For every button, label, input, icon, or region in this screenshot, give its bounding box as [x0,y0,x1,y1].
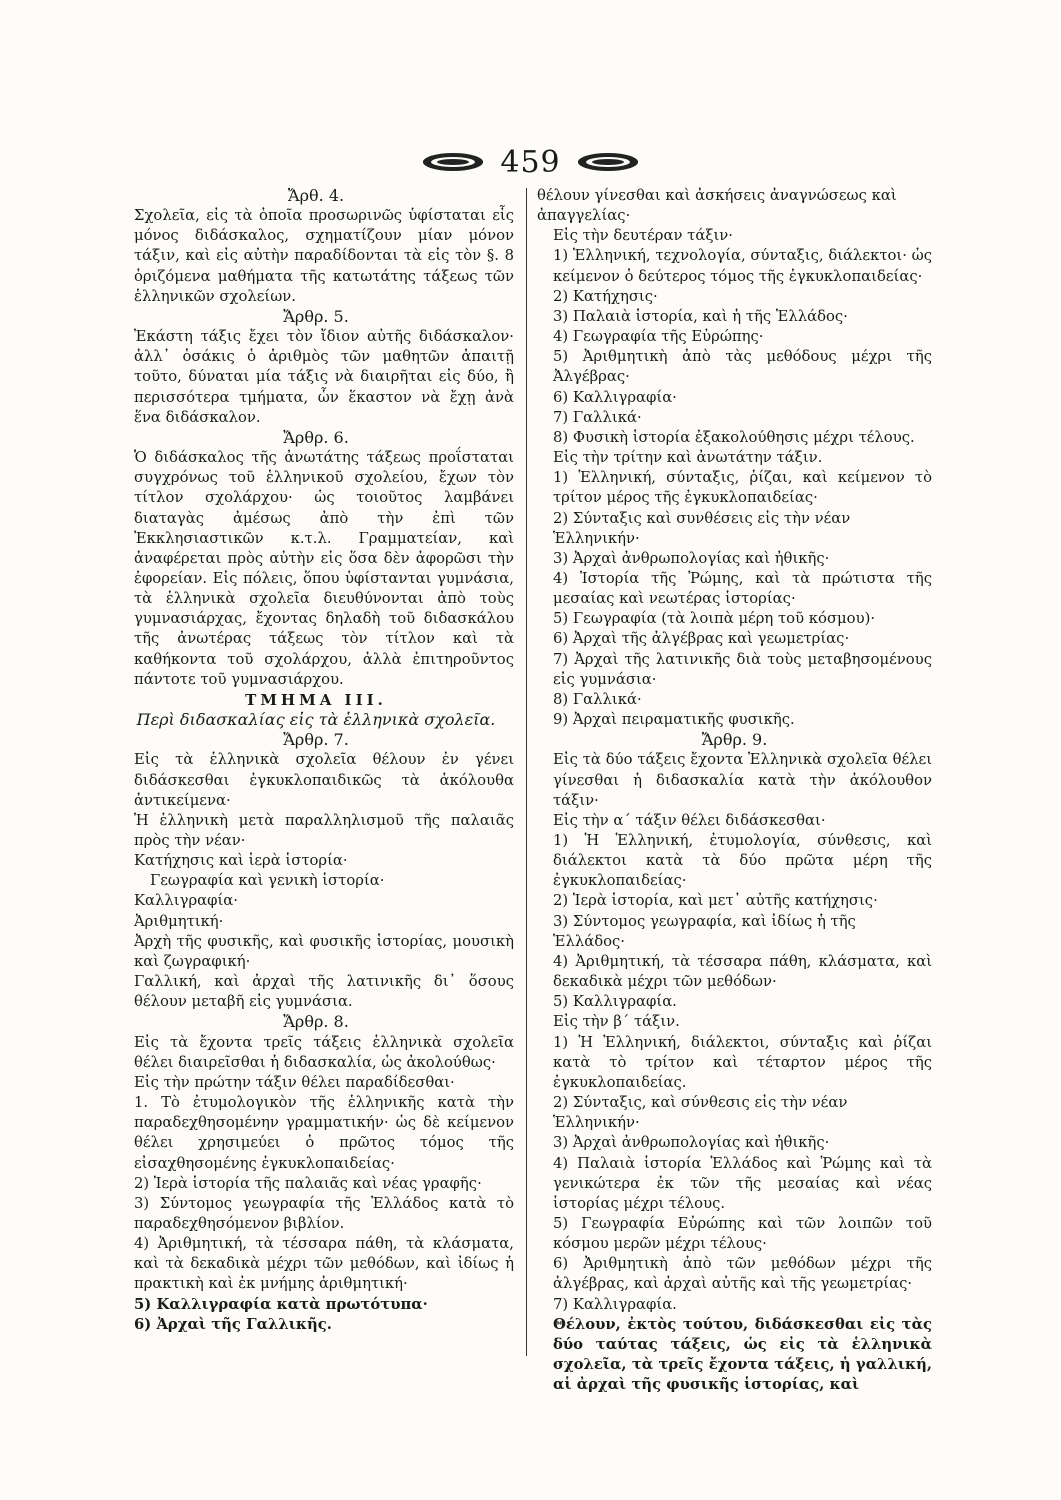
article-heading: Ἄρθρ. 5. [283,306,349,326]
paragraph: 1. Τὸ ἐτυμολογικὸν τῆς ἑλληνικῆς κατὰ τὴν παραδεχθησομένην γραμματικήν· ὡς δὲ κείμενον θέλει χρησιμεύει ὁ πρῶτος τόμος τῆς εἰσαχθησομένης ἐγκυκλοπαιδείας· [134,1094,514,1172]
column-divider [526,188,527,1356]
paragraph: 5) Ἀριθμητικὴ ἀπὸ τὰς μεθόδους μέχρι τῆς Ἀλγέβρας· [553,348,932,386]
paragraph: 1) Ἡ Ἑλληνική, ἐτυμολογία, σύνθεσις, καὶ διάλεκτοι κατὰ τὰ δύο πρῶτα μέρη τῆς ἐγκυκλοπαιδείας· [553,832,932,890]
paragraph: Ἑκάστη τάξις ἔχει τὸν ἴδιον αὐτῆς διδάσκαλον· ἀλλ᾽ ὁσάκις ὁ ἀριθμὸς τῶν μαθητῶν ἀπαιτῇ τοῦτο, δύναται μία τάξις νὰ διαιρῆται εἰς δύο, ἢ περισσότερα τμήματα, ὧν ἕκαστον νὰ ἔχῃ ἀνὰ ἕνα διδάσκαλον. [134,328,514,426]
paragraph: Εἰς τὴν δευτέραν τάξιν· [553,227,733,245]
article-heading: Ἄρθρ. 9. [701,730,768,750]
right-ornament-icon [575,150,641,174]
paragraph: Εἰς τὰ ἑλληνικὰ σχολεῖα θέλουν ἐν γένει διδάσκεσθαι ἐγκυκλοπαιδικῶς τὰ ἀκόλουθα ἀντικείμενα· [134,751,514,809]
paragraph: 2) Ἱερὰ ἱστορία τῆς παλαιᾶς καὶ νέας γραφῆς· [134,1174,482,1192]
paragraph: 4) Ἀριθμητική, τὰ τέσσαρα πάθη, κλάσματα, καὶ δεκαδικὰ μέχρι τῶν μεθόδων· [553,952,932,991]
paragraph: 3) Ἀρχαὶ ἀνθρωπολογίας καὶ ἠθικῆς· [553,1134,830,1152]
paragraph: 8) Γαλλικά· [553,690,642,708]
section-subtitle: Περὶ διδασκαλίας εἰς τὰ ἑλληνικὰ σχολεῖα. [136,710,496,730]
paragraph: 5) Γεωγραφία (τὰ λοιπὰ μέρη τοῦ κόσμου)· [553,610,876,628]
paragraph: 5) Καλλιγραφία κατὰ πρωτότυπα· [134,1295,428,1313]
paragraph: 7) Ἀρχαὶ τῆς λατινικῆς διὰ τοὺς μεταβησομένους εἰς γυμνάσια· [553,650,932,688]
paragraph: Εἰς τὰ ἔχοντα τρεῖς τάξεις ἑλληνικὰ σχολεῖα θέλει διαιρεῖσθαι ἡ διδασκαλία, ὡς ἀκολούθως· [134,1033,514,1071]
article-heading: Ἄρθ. 4. [287,186,345,205]
paragraph: 2) Σύνταξις καὶ συνθέσεις εἰς τὴν νέαν Ἑλληνικήν· [553,509,851,547]
paragraph: Εἰς τὴν β΄ τάξιν. [553,1013,680,1031]
paragraph: Εἰς τὴν πρώτην τάξιν θέλει παραδίδεσθαι· [134,1073,455,1091]
paragraph: Εἰς τὰ δύο τάξεις ἔχοντα Ἑλληνικὰ σχολεῖα θέλει γίνεσθαι ἡ διδασκαλία κατὰ τὴν ἀκόλουθον τάξιν· [553,751,932,809]
paragraph: 7) Καλλιγραφία. [553,1295,677,1313]
paragraph: 2) Ἱερὰ ἱστορία, καὶ μετ᾽ αὐτῆς κατήχησις· [553,892,878,910]
paragraph: Κατήχησις καὶ ἱερὰ ἱστορία· [134,852,348,870]
left-column [118,186,514,1446]
paragraph: 2) Κατήχησις· [553,287,658,305]
paragraph: 4) Ἱστορία τῆς Ῥώμης, καὶ τὰ πρώτιστα τῆς μεσαίας καὶ νεωτέρας ἱστορίας· [553,569,932,608]
paragraph: Ἡ ἑλληνικὴ μετὰ παραλληλισμοῦ τῆς παλαιᾶς πρὸς τὴν νέαν· [134,811,514,849]
paragraph: 3) Ἀρχαὶ ἀνθρωπολογίας καὶ ἠθικῆς· [553,549,830,567]
paragraph: 4) Γεωγραφία τῆς Εὐρώπης· [553,328,764,346]
paragraph: Γεωγραφία καὶ γενικὴ ἱστορία· [150,872,385,890]
paragraph: Ἀριθμητική· [134,912,224,930]
article-heading: Ἄρθρ. 6. [283,427,349,447]
paragraph: 1) Ἡ Ἑλληνική, διάλεκτοι, σύνταξις καὶ ῥίζαι κατὰ τὸ τρίτον καὶ τέταρτον μέρος τῆς ἐγκυκλοπαιδείας. [553,1033,932,1091]
paragraph: 6) Ἀριθμητικὴ ἀπὸ τῶν μεθόδων μέχρι τῆς ἀλγέβρας, καὶ ἀρχαὶ αὐτῆς καὶ τῆς γεωμετρίας· [553,1255,932,1293]
paragraph: 7) Γαλλικά· [553,408,642,426]
paragraph: Καλλιγραφία· [134,892,238,910]
paragraph: Ὁ διδάσκαλος τῆς ἀνωτάτης τάξεως προΐσταται συγχρόνως τοῦ ἑλληνικοῦ σχολείου, ἔχων τὸν τίτλον σχολάρχου· ὡς τοιοῦτος λαμβάνει διαταγὰς ἀμέσως ἀπὸ τὴν ἐπὶ τῶν Ἐκκλησιαστικῶν κ.τ.λ. Γραμματείαν, καὶ ἀναφέρεται πρὸς αὐτὴν εἰς ὅσα δὲν ἀφορῶσι τὴν ἐφορείαν. Εἰς πόλεις, ὅπου ὑφίστανται γυμνάσια, τὰ ἑλληνικὰ σχολεῖα διευθύνονται ἀπὸ τοὺς γυμνασιάρχας, ἔχοντας δηλαδὴ τοῦ διδασκάλου τῆς ἀνωτέρας τάξεως τὸν τίτλον καὶ τὰ καθήκοντα τοῦ σχολάρχου, ἀλλὰ ἐπιτηροῦντος πάντοτε τοῦ γυμνασιάρχου. [134,449,514,688]
paragraph: 4) Παλαιὰ ἱστορία Ἑλλάδος καὶ Ῥώμης καὶ τὰ γενικώτερα ἐκ τῶν τῆς μεσαίας καὶ νέας ἱστορίας μέχρι τέλους. [553,1154,932,1212]
article-heading: Ἄρθρ. 8. [283,1012,349,1032]
paragraph: 5) Γεωγραφία Εὐρώπης καὶ τῶν λοιπῶν τοῦ κόσμου μερῶν μέχρι τέλους· [553,1214,932,1253]
paragraph: 3) Παλαιὰ ἱστορία, καὶ ἡ τῆς Ἑλλάδος· [553,307,848,325]
paragraph: 8) Φυσικὴ ἱστορία ἐξακολούθησις μέχρι τέλους. [553,428,915,446]
paragraph: Εἰς τὴν τρίτην καὶ ἀνωτάτην τάξιν. [553,449,823,467]
paragraph: 4) Ἀριθμητική, τὰ τέσσαρα πάθη, τὰ κλάσματα, καὶ τὰ δεκαδικὰ μέχρι τῶν μεθόδων, καὶ ἰδίως ἡ πρακτικὴ καὶ ἐκ μνήμης ἀριθμητική· [134,1235,514,1293]
paragraph: 5) Καλλιγραφία. [553,993,677,1011]
paragraph: 2) Σύνταξις, καὶ σύνθεσις εἰς τὴν νέαν Ἑλληνικήν· [553,1094,848,1132]
paragraph: 3) Σύντομος γεωγραφία, καὶ ἰδίως ἡ τῆς Ἑλλάδος· [553,912,856,950]
paragraph: 6) Καλλιγραφία· [553,388,677,406]
page-number: 459 [500,144,561,180]
paragraph: 1) Ἑλληνική, σύνταξις, ῥίζαι, καὶ κείμενον τὸ τρίτον μέρος τῆς ἐγκυκλοπαιδείας· [553,469,932,507]
page-header [0,140,1061,184]
paragraph: 9) Ἀρχαὶ πειραματικῆς φυσικῆς. [553,711,795,729]
paragraph: Σχολεῖα, εἰς τὰ ὁποῖα προσωρινῶς ὑφίσταται εἷς μόνος διδάσκαλος, σχηματίζουν μίαν μόνον τάξιν, καὶ εἰς αὐτὴν παραδίδονται τὰ εἰς τὸν §. 8 ὁριζόμενα μαθήματα τῆς κατωτάτης τάξεως τῶν ἑλληνικῶν σχολείων. [134,207,514,305]
article-heading: Ἄρθρ. 7. [283,730,349,750]
paragraph: θέλουν γίνεσθαι καὶ ἀσκήσεις ἀναγνώσεως καὶ ἀπαγγελίας· [537,187,897,225]
paragraph: 1) Ἑλληνική, τεχνολογία, σύνταξις, διάλεκτοι· ὡς κείμενον ὁ δεύτερος τόμος τῆς ἐγκυκλοπαιδείας· [553,247,932,285]
paragraph: 3) Σύντομος γεωγραφία τῆς Ἑλλάδος κατὰ τὸ παραδεχθησόμενον βιβλίον. [134,1194,514,1232]
paragraph: Θέλουν, ἐκτὸς τούτου, διδάσκεσθαι εἰς τὰς δύο ταύτας τάξεις, ὡς εἰς τὰ ἑλληνικὰ σχολεῖα, τὰ τρεῖς ἔχοντα τάξεις, ἡ γαλλική, αἱ ἀρχαὶ τῆς φυσικῆς ἱστορίας, καὶ [553,1315,932,1394]
paragraph: Εἰς τὴν α΄ τάξιν θέλει διδάσκεσθαι· [553,811,826,829]
section-heading: ΤΜΗΜΑ ΙΙΙ. [245,690,387,709]
right-column [537,186,932,1446]
left-ornament-icon [420,150,486,174]
paragraph: Ἀρχὴ τῆς φυσικῆς, καὶ φυσικῆς ἱστορίας, μουσικὴ καὶ ζωγραφική· [134,932,514,970]
paragraph: Γαλλική, καὶ ἀρχαὶ τῆς λατινικῆς δι᾽ ὅσους θέλουν μεταβῆ εἰς γυμνάσια. [134,973,514,1011]
paragraph: 6) Ἀρχαὶ τῆς ἀλγέβρας καὶ γεωμετρίας· [553,630,850,648]
paragraph: 6) Ἀρχαὶ τῆς Γαλλικῆς. [134,1315,332,1333]
